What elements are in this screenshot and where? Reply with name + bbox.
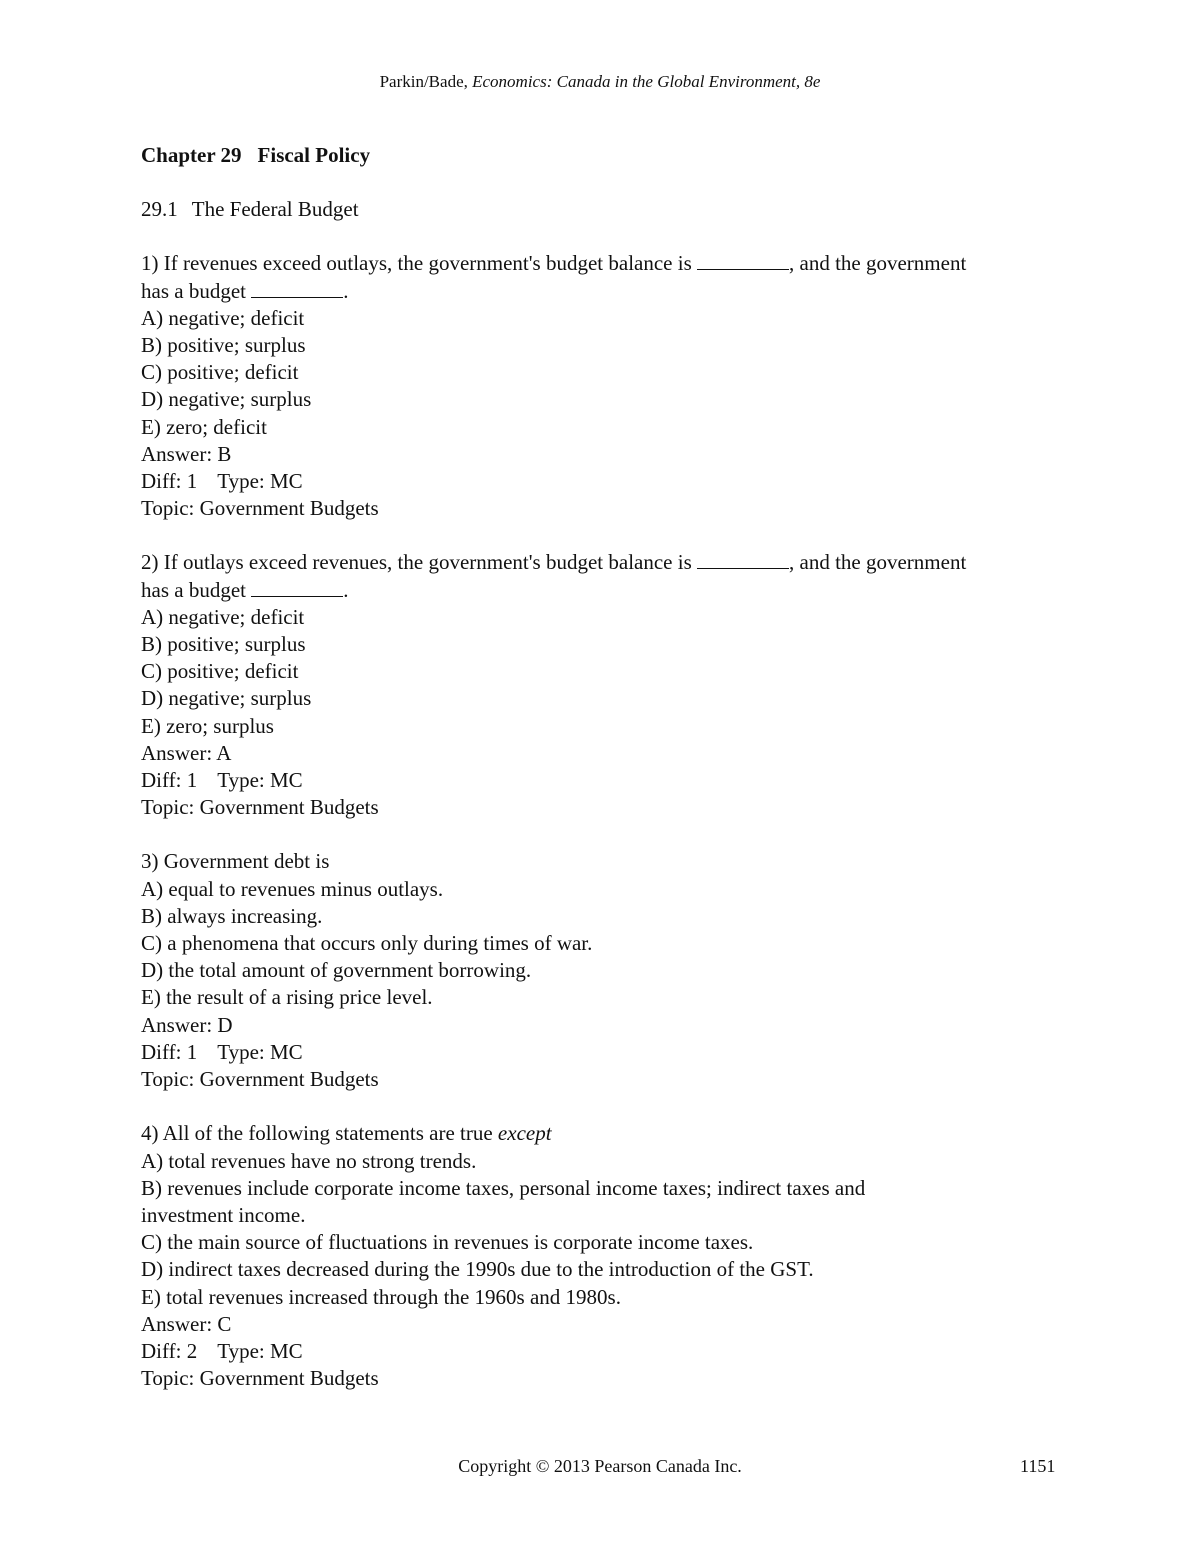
option-a: A) equal to revenues minus outlays. <box>141 876 444 901</box>
option-c: C) a phenomena that occurs only during times of war. <box>141 931 593 956</box>
option-d: D) negative; surplus <box>141 387 312 412</box>
header-book-title: Economics: Canada in the Global Environment, 8e <box>472 72 821 91</box>
option-c: C) positive; deficit <box>141 659 299 684</box>
difficulty-type-line <box>141 767 1061 794</box>
question-1 <box>141 250 1061 522</box>
running-header <box>0 72 1200 92</box>
section-number: 29.1 <box>141 197 178 222</box>
difficulty-type-line <box>141 468 1061 495</box>
section-heading <box>141 196 1061 223</box>
option-b: B) always increasing. <box>141 903 323 928</box>
topic-line: Topic: Government Budgets <box>141 1067 379 1092</box>
option-e: E) zero; deficit <box>141 414 267 439</box>
question-type: Type: MC <box>217 1338 303 1363</box>
difficulty-type-line <box>141 1338 1061 1365</box>
topic-line: Topic: Government Budgets <box>141 795 379 820</box>
difficulty: Diff: 1 <box>141 469 198 494</box>
answer-line: Answer: D <box>141 1012 233 1037</box>
option-e: E) the result of a rising price level. <box>141 985 433 1010</box>
question-4 <box>141 1120 1061 1392</box>
header-authors: Parkin/Bade, <box>379 72 473 91</box>
topic-line: Topic: Government Budgets <box>141 1366 379 1391</box>
question-type: Type: MC <box>217 469 303 494</box>
option-d: D) negative; surplus <box>141 686 312 711</box>
answer-blank <box>251 578 343 597</box>
answer-line: Answer: B <box>141 441 232 466</box>
difficulty-type-line <box>141 1039 1061 1066</box>
option-a: A) negative; deficit <box>141 604 305 629</box>
chapter-heading <box>141 142 1061 169</box>
emphasis-except: except <box>497 1121 552 1146</box>
difficulty: Diff: 1 <box>141 1039 198 1064</box>
option-b-continued: investment income. <box>141 1202 306 1227</box>
answer-blank <box>697 251 789 270</box>
option-a: A) negative; deficit <box>141 305 305 330</box>
question-type: Type: MC <box>217 768 303 793</box>
chapter-title: Fiscal Policy <box>257 143 371 167</box>
answer-line: Answer: A <box>141 740 232 765</box>
question-2 <box>141 549 1061 821</box>
topic-line: Topic: Government Budgets <box>141 496 379 521</box>
option-b: B) positive; surplus <box>141 333 306 358</box>
copyright-notice: Copyright © 2013 Pearson Canada Inc. <box>458 1456 742 1476</box>
option-d: D) indirect taxes decreased during the 1990s due to the introduction of the GST. <box>141 1257 814 1282</box>
chapter-number: Chapter 29 <box>141 143 242 167</box>
question-stem: 2) If outlays exceed revenues, the government's budget balance is , and the government <box>141 550 967 575</box>
option-c: C) the main source of fluctuations in revenues is corporate income taxes. <box>141 1230 754 1255</box>
option-b: B) positive; surplus <box>141 632 306 657</box>
page-content <box>141 142 1061 1419</box>
question-stem: 3) Government debt is <box>141 849 330 874</box>
answer-line: Answer: C <box>141 1311 232 1336</box>
question-type: Type: MC <box>217 1039 303 1064</box>
option-c: C) positive; deficit <box>141 360 299 385</box>
option-b: B) revenues include corporate income taxes, personal income taxes; indirect taxes and <box>141 1175 866 1200</box>
option-a: A) total revenues have no strong trends. <box>141 1148 477 1173</box>
question-3 <box>141 848 1061 1093</box>
difficulty: Diff: 2 <box>141 1338 198 1363</box>
question-stem: 1) If revenues exceed outlays, the government's budget balance is , and the government <box>141 251 967 276</box>
option-e: E) total revenues increased through the 1960s and 1980s. <box>141 1284 621 1309</box>
difficulty: Diff: 1 <box>141 768 198 793</box>
option-d: D) the total amount of government borrowing. <box>141 958 532 983</box>
answer-blank <box>251 279 343 298</box>
question-stem: 4) All of the following statements are true except <box>141 1121 552 1146</box>
question-stem-continued: has a budget . <box>141 278 349 303</box>
option-e: E) zero; surplus <box>141 713 274 738</box>
answer-blank <box>697 550 789 569</box>
question-stem-continued: has a budget . <box>141 577 349 602</box>
page-number: 1151 <box>1020 1456 1056 1476</box>
section-title: The Federal Budget <box>191 197 359 222</box>
